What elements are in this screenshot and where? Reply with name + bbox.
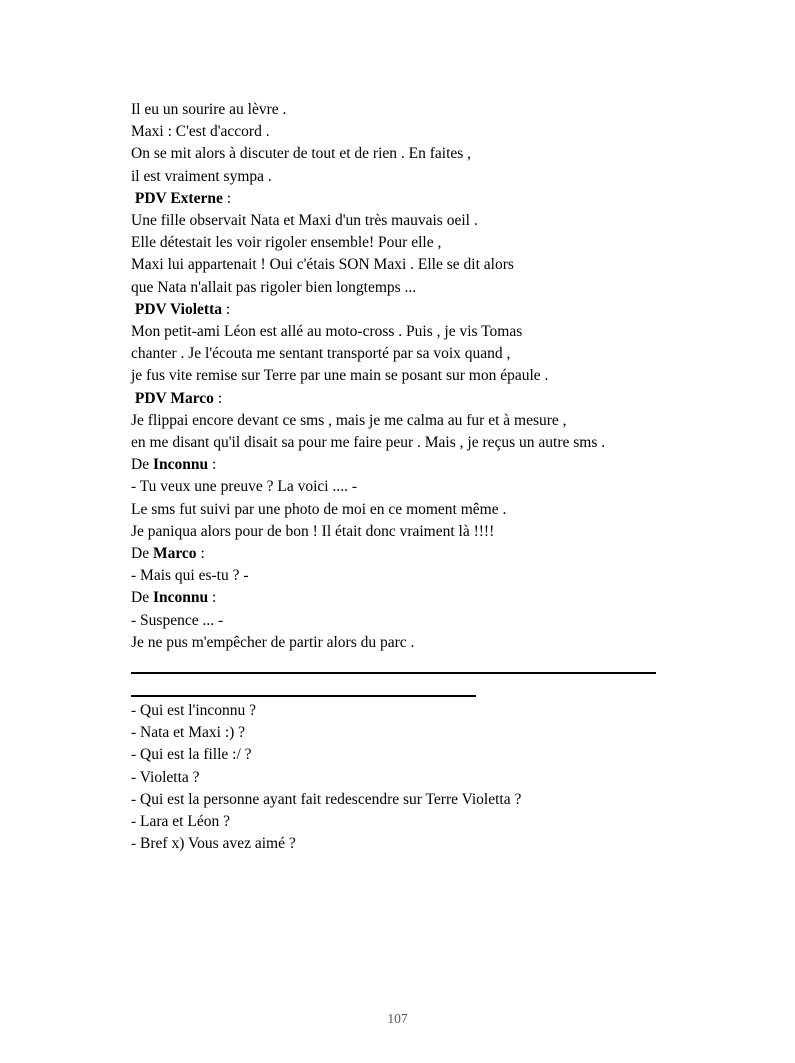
text-segment: De (131, 545, 153, 563)
text-segment: en me disant qu'il disait sa pour me faire peur . Mais , je reçus un autre sms . (131, 434, 606, 452)
text-segment: : (196, 545, 205, 563)
text-line (131, 521, 676, 543)
text-segment: - Qui est la personne ayant fait redescendre sur Terre Violetta ? (131, 790, 522, 808)
text-line (131, 277, 676, 299)
text-segment: : (208, 589, 217, 607)
text-segment: : (213, 389, 223, 407)
text-segment: Je paniqua alors pour de bon ! Il était donc vraiment là !!!! (131, 522, 495, 540)
pdv-heading-line (131, 388, 676, 410)
pdv-heading-line (131, 299, 676, 321)
text-line (131, 700, 676, 722)
text-line (131, 254, 676, 276)
text-segment: Mon petit-ami Léon est allé au moto-cross . Puis , je vis Tomas (131, 323, 523, 341)
text-segment: - Violetta ? (131, 768, 200, 786)
text-line (131, 365, 676, 387)
text-line (131, 767, 676, 789)
text-segment: Il eu un sourire au lèvre . (131, 101, 287, 118)
text-segment: - Suspence ... - (131, 611, 224, 629)
text-segment: : (221, 300, 231, 318)
bold-text-segment: Inconnu (152, 456, 209, 474)
bold-text-segment: Inconnu (152, 589, 209, 607)
bold-text-segment: PDV Marco (131, 389, 214, 407)
bold-text-segment: PDV Externe (131, 189, 223, 207)
text-segment: que Nata n'allait pas rigoler bien longtemps ... (131, 278, 417, 296)
text-segment: On se mit alors à discuter de tout et de rien . En faites , (131, 145, 472, 163)
text-line (131, 210, 676, 232)
text-segment: - Qui est l'inconnu ? (131, 702, 257, 720)
text-line (131, 543, 676, 565)
separator-line-short (131, 695, 476, 697)
text-segment: - Tu veux une preuve ? La voici .... - (131, 478, 357, 496)
text-line (131, 789, 676, 811)
text-segment: je fus vite remise sur Terre par une main se posant sur mon épaule . (131, 367, 549, 385)
text-line (131, 232, 676, 254)
text-segment: De (131, 456, 153, 474)
text-segment: - Lara et Léon ? (131, 813, 230, 831)
text-line (131, 432, 676, 454)
text-segment: - Qui est la fille :/ ? (131, 746, 252, 764)
text-line (131, 722, 676, 744)
text-segment: il est vraiment sympa . (131, 167, 272, 185)
text-line (131, 454, 676, 476)
text-line (131, 744, 676, 766)
text-segment: Maxi lui appartenait ! Oui c'étais SON Maxi . Elle se dit alors (131, 256, 514, 274)
text-segment: : (222, 189, 232, 207)
text-segment: chanter . Je l'écouta me sentant transporté par sa voix quand , (131, 345, 511, 363)
text-segment: Maxi : C'est d'accord . (131, 123, 270, 141)
text-segment: Je flippai encore devant ce sms , mais je me calma au fur et à mesure , (131, 411, 567, 429)
text-line (131, 143, 676, 165)
bold-text-segment: PDV Violetta (131, 300, 222, 318)
page-body (131, 99, 676, 856)
text-line (131, 99, 676, 121)
text-line (131, 121, 676, 143)
text-line (131, 476, 676, 498)
text-segment: - Mais qui es-tu ? - (131, 567, 249, 585)
text-segment: - Nata et Maxi :) ? (131, 724, 246, 742)
text-segment: : (208, 456, 217, 474)
text-segment: Le sms fut suivi par une photo de moi en ce moment même . (131, 500, 507, 518)
text-line (131, 343, 676, 365)
text-line (131, 811, 676, 833)
text-line (131, 833, 676, 855)
text-line (131, 565, 676, 587)
text-line (131, 166, 676, 188)
text-segment: Elle détestait les voir rigoler ensemble! Pour elle , (131, 234, 442, 252)
pdv-heading-line (131, 188, 676, 210)
separator-line-long (131, 672, 656, 674)
page-number: 107 (387, 1011, 408, 1026)
text-segment: Une fille observait Nata et Maxi d'un très mauvais oeil . (131, 212, 478, 230)
text-line (131, 410, 676, 432)
text-line (131, 499, 676, 521)
text-line (131, 321, 676, 343)
text-segment: Je ne pus m'empêcher de partir alors du parc . (131, 633, 415, 651)
text-line (131, 610, 676, 632)
text-segment: - Bref x) Vous avez aimé ? (131, 835, 296, 853)
text-line (131, 587, 676, 609)
text-segment: De (131, 589, 153, 607)
text-line (131, 632, 676, 654)
bold-text-segment: Marco (152, 545, 197, 563)
